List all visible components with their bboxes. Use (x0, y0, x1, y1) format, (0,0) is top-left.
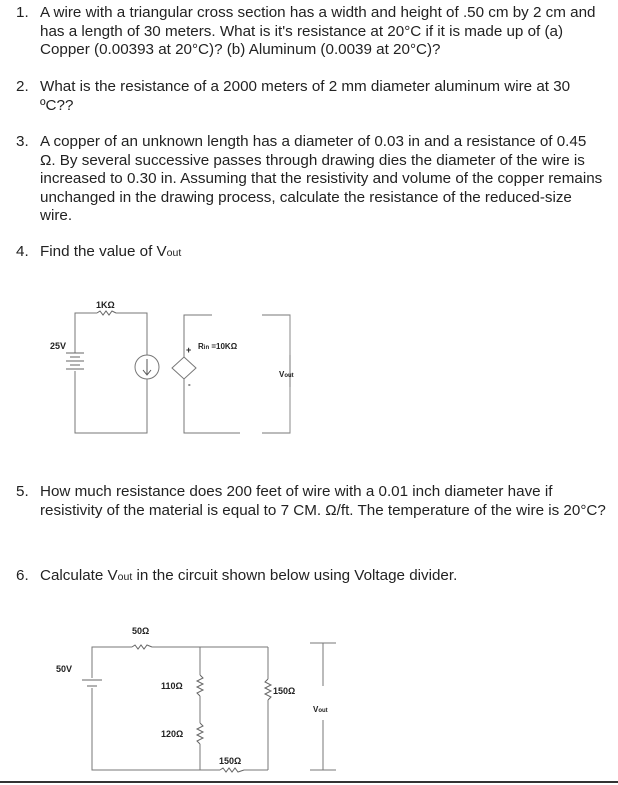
question-text-subscript: out (166, 247, 182, 259)
circuit-diagram-2 (0, 620, 618, 780)
question-text-main: Calculate V (40, 567, 118, 584)
question-number: 4. (16, 243, 29, 260)
dependent-source-symbol (172, 357, 196, 379)
vout-label: Vout (313, 705, 328, 714)
wire (75, 313, 97, 353)
question-number: 1. (16, 4, 29, 21)
question-4 (0, 243, 606, 263)
source-label: 25V (50, 341, 67, 351)
question-text-rest: in the circuit shown below using Voltage divider. (132, 567, 458, 584)
resistor-150-right-symbol (265, 679, 271, 700)
resistor-150-right-label: 150Ω (273, 686, 296, 696)
resistor-120-symbol (197, 723, 203, 744)
wire (184, 379, 240, 433)
resistor-50-symbol (132, 645, 152, 649)
question-3 (0, 133, 606, 227)
rin-label: Rin =10KΩ (198, 342, 238, 351)
source-label: 50V (56, 664, 73, 674)
resistor-150-bottom-label: 150Ω (219, 756, 242, 766)
resistor-1k-label: 1KΩ (96, 300, 115, 310)
question-text-main: Find the value of V (40, 243, 167, 260)
wire (92, 688, 220, 770)
question-text (40, 567, 606, 587)
wire (75, 371, 147, 433)
wire (92, 647, 132, 678)
resistor-110-label: 110Ω (161, 681, 183, 691)
battery-symbol (66, 353, 84, 369)
resistor-1k-symbol (97, 311, 116, 315)
question-2 (0, 78, 606, 116)
resistor-120-label: 120Ω (161, 729, 184, 739)
question-text-subscript: out (117, 571, 133, 583)
question-number: 3. (16, 133, 29, 150)
question-text: A wire with a triangular cross section has a width and height of .50 cm by 2 cm and has a length of 30 meters. What is it's resistance at 20°C if it is made up of (a) Copper (0.00393 at 20°C)? (b) Aluminum (0.0039 at 20°C)? (40, 4, 596, 59)
bottom-divider (0, 781, 618, 783)
question-number: 6. (16, 567, 29, 584)
question-5 (0, 483, 606, 539)
vout-label: Vout (279, 370, 294, 379)
plus-sign: + (186, 345, 192, 355)
question-text: A copper of an unknown length has a diameter of 0.03 in and a resistance of 0.45 Ω. By several successive passes through drawing dies the diameter of the wire is increased to 0.30 in. Assuming that the resistivity and volume of the copper remains unchanged in the drawing process, calculate the resistance of the reduced-size wire. (40, 133, 603, 225)
question-number: 2. (16, 78, 29, 95)
resistor-150-bottom-symbol (220, 768, 244, 772)
question-text: How much resistance does 200 feet of wire with a 0.01 inch diameter have if resistivity of the material is equal to 7 CM. Ω/ft. The temperature of the wire is 20°C? (40, 483, 606, 519)
question-text (40, 243, 606, 263)
resistor-110-symbol (197, 675, 203, 696)
battery-symbol (82, 680, 102, 686)
circuit-diagram-1 (0, 295, 618, 445)
wire (116, 313, 147, 355)
question-text: What is the resistance of a 2000 meters of 2 mm diameter aluminum wire at 30 ºC?? (40, 78, 571, 114)
question-1 (0, 4, 606, 60)
minus-sign: - (188, 380, 191, 389)
question-6 (0, 567, 606, 587)
resistor-50-label: 50Ω (132, 626, 150, 636)
question-number: 5. (16, 483, 29, 500)
